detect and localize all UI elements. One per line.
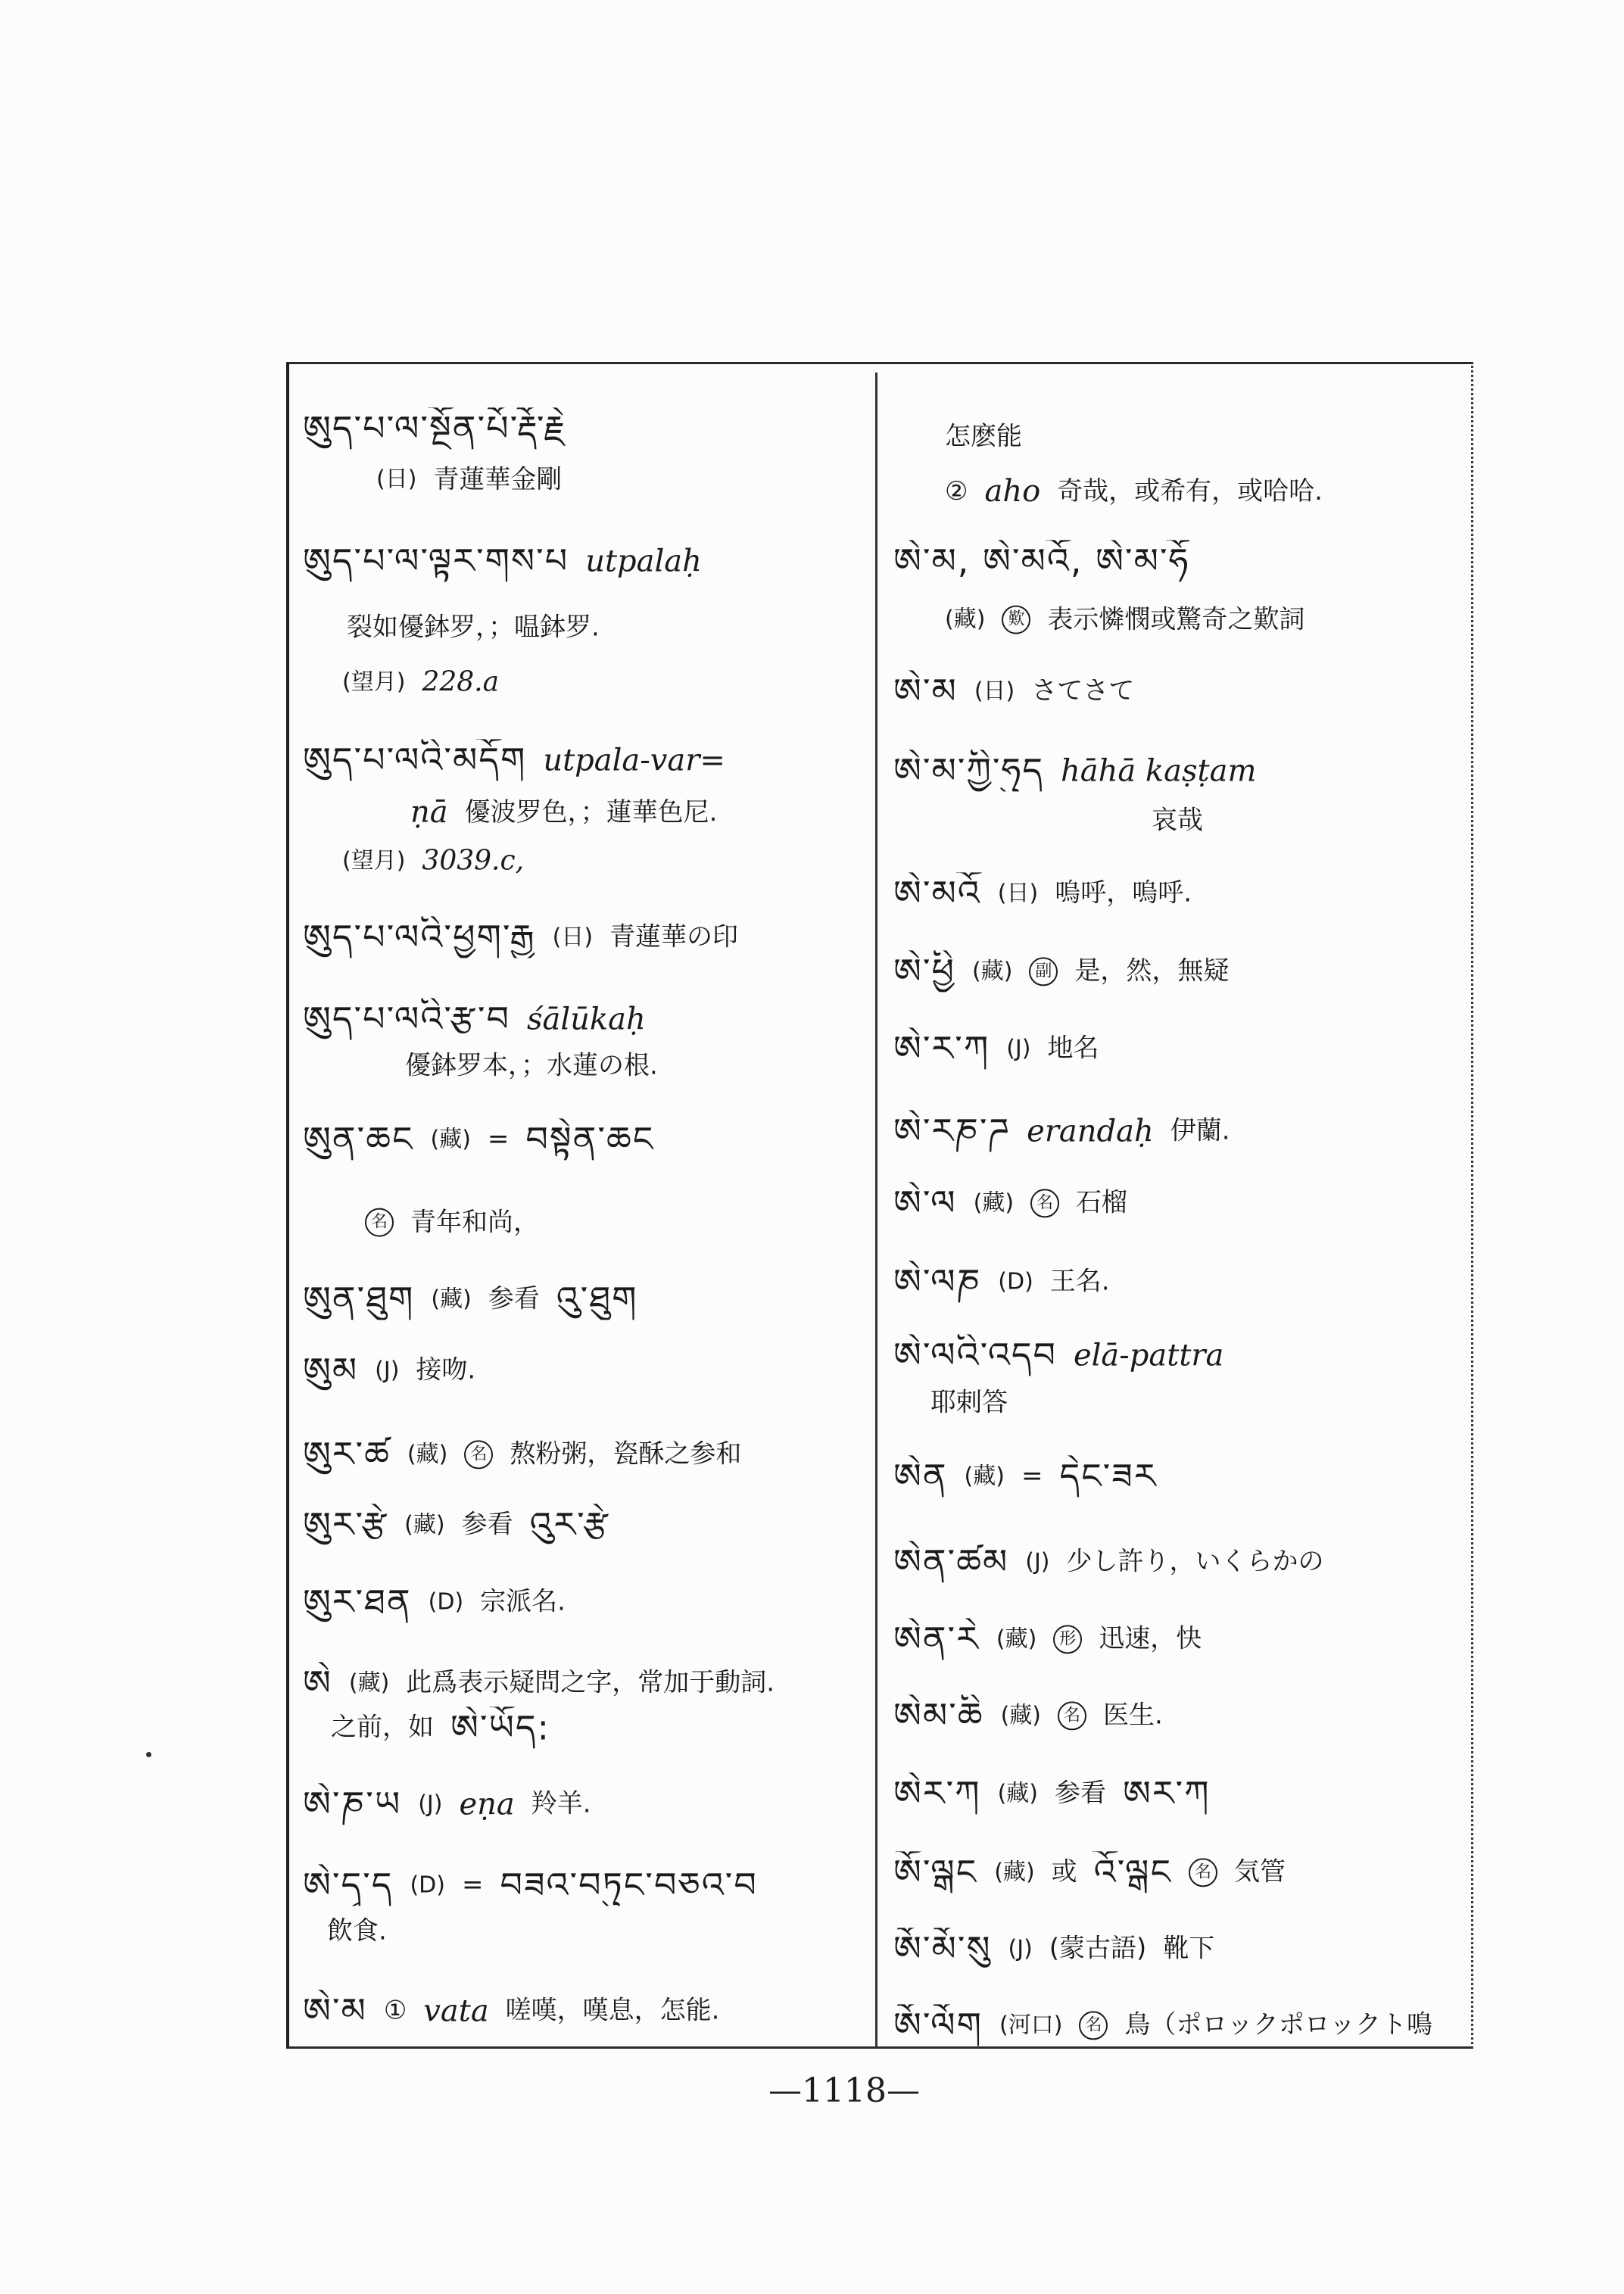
entry-line	[893, 1772, 1211, 1814]
source-tag: (藏)	[430, 1126, 471, 1152]
entry-line	[893, 1694, 1163, 1736]
source-tag: (J)	[375, 1357, 400, 1383]
tibetan-text: ཨེ་ལ	[893, 1182, 957, 1223]
entry-line	[945, 422, 1022, 453]
tibetan-text: ཨེ་ཡོད:	[450, 1706, 550, 1748]
tibetan-text: དེང་ཟར	[1059, 1455, 1158, 1497]
entry-line	[893, 1851, 1286, 1893]
romanization: erandaḥ	[1027, 1114, 1154, 1149]
entry-line	[303, 1783, 591, 1825]
definition-text: 医生.	[1102, 1700, 1163, 1731]
source-tag: (日)	[552, 924, 594, 950]
source-tag: (藏)	[1000, 1702, 1041, 1728]
entry-line	[303, 998, 646, 1039]
entry-line	[405, 1051, 658, 1082]
source-tag: (望月)	[342, 669, 406, 695]
tibetan-text: ཨེ་ལཎ	[893, 1261, 982, 1302]
romanization: utpala-var=	[543, 743, 725, 778]
source-tag: (河口)	[999, 2012, 1063, 2038]
entry-line	[893, 670, 1134, 712]
romanization: utpalaḥ	[585, 544, 702, 578]
entry-line	[1152, 806, 1203, 837]
definition-text: 地名	[1047, 1033, 1099, 1064]
source-tag: (J)	[1006, 1035, 1031, 1061]
definition-text: (蒙古語)	[1049, 1933, 1147, 1964]
entry-line	[410, 794, 717, 831]
source-tag: (日)	[376, 466, 417, 493]
entry-line	[303, 739, 725, 781]
entry-line	[303, 1504, 609, 1545]
source-tag: (藏)	[431, 1286, 472, 1312]
romanization: eṇa	[459, 1787, 515, 1822]
entry-line	[303, 1278, 638, 1320]
definition-text: 優波罗色，；蓮華色尼.	[464, 796, 718, 828]
tibetan-text: ཨུན་ཆང	[303, 1118, 414, 1160]
source-tag: (藏)	[973, 1189, 1015, 1216]
source-tag: (D)	[410, 1872, 445, 1898]
right-column	[878, 363, 1470, 2047]
entry-line	[303, 1118, 654, 1160]
tibetan-text: ཨུད་པ་ལའི་མདོག	[303, 739, 527, 781]
definition-text: 裂如優鉢罗，；嗢鉢罗.	[347, 612, 600, 643]
tibetan-text: ཨེ་མ, ཨེ་མའོ, ཨེ་མ་ཧོ	[893, 540, 1190, 581]
entry-line	[893, 872, 1192, 914]
definition-text: 気管	[1234, 1856, 1286, 1887]
definition-text: 嗚呼，嗚呼.	[1055, 877, 1192, 909]
tibetan-text: ཨེར་ཀ	[893, 1772, 981, 1814]
source-tag: (藏)	[407, 1441, 448, 1467]
stray-ink-mark	[146, 1752, 151, 1757]
entry-line	[945, 473, 1323, 510]
definition-text: 優鉢罗本，；水蓮の根.	[405, 1050, 658, 1081]
definition-text: 参看	[461, 1509, 513, 1540]
tibetan-text: བཟའ་བཏུང་བཅའ་བ	[500, 1864, 758, 1906]
definition-text: 迅速，快	[1099, 1623, 1202, 1654]
entry-line	[303, 540, 702, 581]
entry-line	[342, 665, 499, 698]
circled-marker: 歎	[1002, 606, 1030, 634]
entry-line	[893, 1261, 1110, 1302]
entry-line	[303, 407, 566, 449]
definition-text: 之前，如	[331, 1712, 434, 1743]
definition-text: 靴下	[1163, 1933, 1215, 1964]
tibetan-text: ཨུད་པ་ལའི་ཕྱག་རྒྱ	[303, 916, 536, 958]
definition-text: 耶剌答	[930, 1387, 1008, 1418]
entry-line	[331, 1706, 550, 1748]
circled-marker: 副	[1029, 957, 1058, 986]
source-tag: (藏)	[996, 1625, 1037, 1652]
source-tag: (藏)	[997, 1780, 1038, 1806]
entry-line	[303, 1864, 758, 1906]
tibetan-text: ཨེ་མ་ཀྱི་ཧུད	[893, 750, 1044, 791]
source-tag: (望月)	[342, 847, 406, 874]
tibetan-text: ཨོ་མོ་སུ	[893, 1928, 992, 1969]
entry-line	[347, 612, 600, 644]
definition-text: 或	[1051, 1856, 1077, 1887]
entry-line	[303, 1349, 475, 1391]
tibetan-text: ཨུར་རྩེ	[303, 1504, 388, 1545]
tibetan-text: ཨེ་ར་ཀ	[893, 1027, 990, 1069]
definition-text: 表示憐憫或驚奇之歎詞	[1047, 604, 1305, 635]
source-tag: (藏)	[964, 1463, 1005, 1489]
definition-text: 王名.	[1049, 1266, 1110, 1297]
source-tag: (日)	[997, 880, 1039, 906]
reference-number: 228.a	[422, 666, 500, 698]
entry-line	[893, 1110, 1230, 1152]
tibetan-text: ཨེ	[303, 1662, 332, 1703]
definition-text: さてさて	[1031, 675, 1135, 706]
tibetan-text: བསྟེན་ཆང	[525, 1118, 655, 1160]
tibetan-text: འུ་ཐུག	[556, 1278, 638, 1320]
tibetan-text: ཨུམ	[303, 1349, 359, 1391]
entry-line	[365, 1208, 539, 1239]
definition-text: 宗派名.	[480, 1586, 566, 1617]
definition-text: 青蓮華金剛	[433, 464, 563, 495]
source-tag: (藏)	[348, 1669, 390, 1696]
definition-text: 嗟嘆，嘆息，怎能.	[505, 1995, 720, 2026]
definition-text: ②	[945, 475, 968, 506]
tibetan-text: ཨེན་ཚམ	[893, 1541, 1009, 1582]
tibetan-text: ཨེ་མ	[303, 1990, 367, 2031]
tibetan-text: ཨེ་ཎ་ཡ	[303, 1783, 402, 1825]
definition-text: 哀哉	[1152, 805, 1203, 836]
definition-text: 奇哉，或希有，或哈哈.	[1057, 475, 1323, 506]
source-tag: (藏)	[945, 606, 986, 633]
romanization: elā-pattra	[1073, 1338, 1224, 1373]
source-tag: (J)	[1008, 1935, 1033, 1962]
tibetan-text: ཨེན་རེ	[893, 1618, 980, 1660]
reference-number: 3039.c,	[422, 845, 525, 877]
tibetan-text: ཨོ་ལྒང	[893, 1851, 978, 1893]
tibetan-text: འོ་ལྒང	[1093, 1851, 1173, 1893]
circled-marker: 名	[1058, 1701, 1086, 1730]
definition-text: =	[461, 1869, 484, 1900]
definition-text: 羚羊.	[531, 1788, 591, 1819]
source-tag: (藏)	[972, 958, 1013, 984]
entry-line	[893, 2004, 1432, 2046]
entry-line	[893, 1928, 1214, 1969]
entry-line	[893, 1455, 1158, 1497]
entry-line	[893, 1618, 1202, 1660]
definition-text: 参看	[1054, 1778, 1106, 1809]
entry-line	[893, 1541, 1324, 1582]
circled-marker: 名	[1079, 2011, 1108, 2040]
tibetan-text: ཨུན་ཐུག	[303, 1278, 415, 1320]
left-column	[289, 363, 874, 2047]
entry-line	[893, 1027, 1099, 1069]
entry-line	[303, 1581, 566, 1622]
entry-line	[945, 605, 1304, 636]
entry-line	[303, 1662, 775, 1703]
tibetan-text: ཨེ་ལའི་འདབ	[893, 1334, 1057, 1376]
entry-line	[893, 540, 1189, 581]
definition-text: ①	[383, 1995, 407, 2026]
definition-text: 熬粉粥，瓷酥之参和	[510, 1438, 742, 1470]
definition-text: =	[487, 1124, 510, 1155]
romanization: ṇā	[410, 795, 448, 830]
definition-text: 伊蘭.	[1170, 1115, 1230, 1146]
tibetan-text: ཨུད་པ་ལའི་རྩ་བ	[303, 998, 510, 1039]
tibetan-text: ཨུད་པ་ལ་སྔོན་པོ་རྡོ་རྗེ	[303, 407, 567, 449]
tibetan-text: ཨར་ཀ	[1122, 1772, 1211, 1814]
romanization: vata	[423, 1993, 489, 2028]
tibetan-text: ཨུད་པ་ལ་ལྟར་གས་པ	[303, 540, 569, 581]
tibetan-text: ཨེ་མ	[893, 670, 958, 712]
definition-text: =	[1021, 1460, 1043, 1491]
entry-line	[893, 1182, 1127, 1223]
definition-text: 接吻.	[416, 1354, 476, 1385]
tibetan-text: ཨེམ་ཆི	[893, 1694, 984, 1736]
definition-text: 青年和尚，	[410, 1207, 539, 1238]
circled-marker: 名	[1189, 1858, 1217, 1887]
entry-line	[303, 1990, 719, 2031]
source-tag: (J)	[1025, 1548, 1050, 1575]
source-tag: (J)	[418, 1791, 443, 1817]
circled-marker: 形	[1053, 1625, 1082, 1653]
source-tag: (D)	[998, 1268, 1033, 1295]
entry-line	[327, 1916, 387, 1947]
circled-marker: 名	[1030, 1189, 1059, 1217]
definition-text: 是，然，無疑	[1074, 955, 1230, 986]
entry-line	[893, 950, 1229, 992]
source-tag: (D)	[428, 1588, 464, 1615]
romanization: śālūkaḥ	[527, 1002, 646, 1036]
tibetan-text: ཨེ་རཎ་ཌ	[893, 1110, 1011, 1152]
source-tag: (藏)	[994, 1859, 1035, 1885]
definition-text: 青蓮華の印	[609, 921, 739, 952]
source-tag: (日)	[974, 678, 1015, 704]
column-divider	[875, 372, 877, 2047]
entry-line	[303, 916, 738, 958]
source-tag: (藏)	[404, 1511, 445, 1538]
romanization: aho	[984, 474, 1041, 509]
entry-line	[930, 1388, 1008, 1419]
entry-line	[376, 465, 562, 496]
circled-marker: 名	[365, 1208, 394, 1237]
entry-line	[893, 1334, 1223, 1376]
definition-text: 飲食.	[327, 1915, 387, 1946]
entry-line	[342, 844, 524, 877]
definition-text: 参看	[488, 1283, 540, 1314]
definition-text: 此爲表示疑問之字，常加于動詞.	[406, 1667, 775, 1698]
tibetan-text: ཨུར་ཐན	[303, 1581, 412, 1622]
page-number: —1118—	[768, 2071, 920, 2110]
circled-marker: 名	[464, 1440, 493, 1469]
tibetan-text: ཨེ་ཕྱི	[893, 950, 955, 992]
definition-text: 怎麽能	[945, 421, 1022, 452]
tibetan-text: ཨོ་ལོག	[893, 2004, 983, 2046]
entry-line	[893, 750, 1256, 791]
tibetan-text: ཨེན	[893, 1455, 948, 1497]
tibetan-text: ཨེ་དྭ་ད	[303, 1864, 394, 1906]
definition-text: 少し許り，いくらかの	[1066, 1546, 1324, 1577]
tibetan-text: ཨེ་མའོ	[893, 872, 981, 914]
definition-text: 鳥（ポロックポロックト鳴	[1124, 2009, 1433, 2040]
entry-line	[303, 1433, 741, 1475]
definition-text: 石榴	[1076, 1187, 1128, 1218]
romanization: hāhā kaṣṭam	[1061, 753, 1257, 788]
tibetan-text: ཨུར་ཚ	[303, 1433, 391, 1475]
tibetan-text: འུར་རྩེ	[529, 1504, 609, 1545]
